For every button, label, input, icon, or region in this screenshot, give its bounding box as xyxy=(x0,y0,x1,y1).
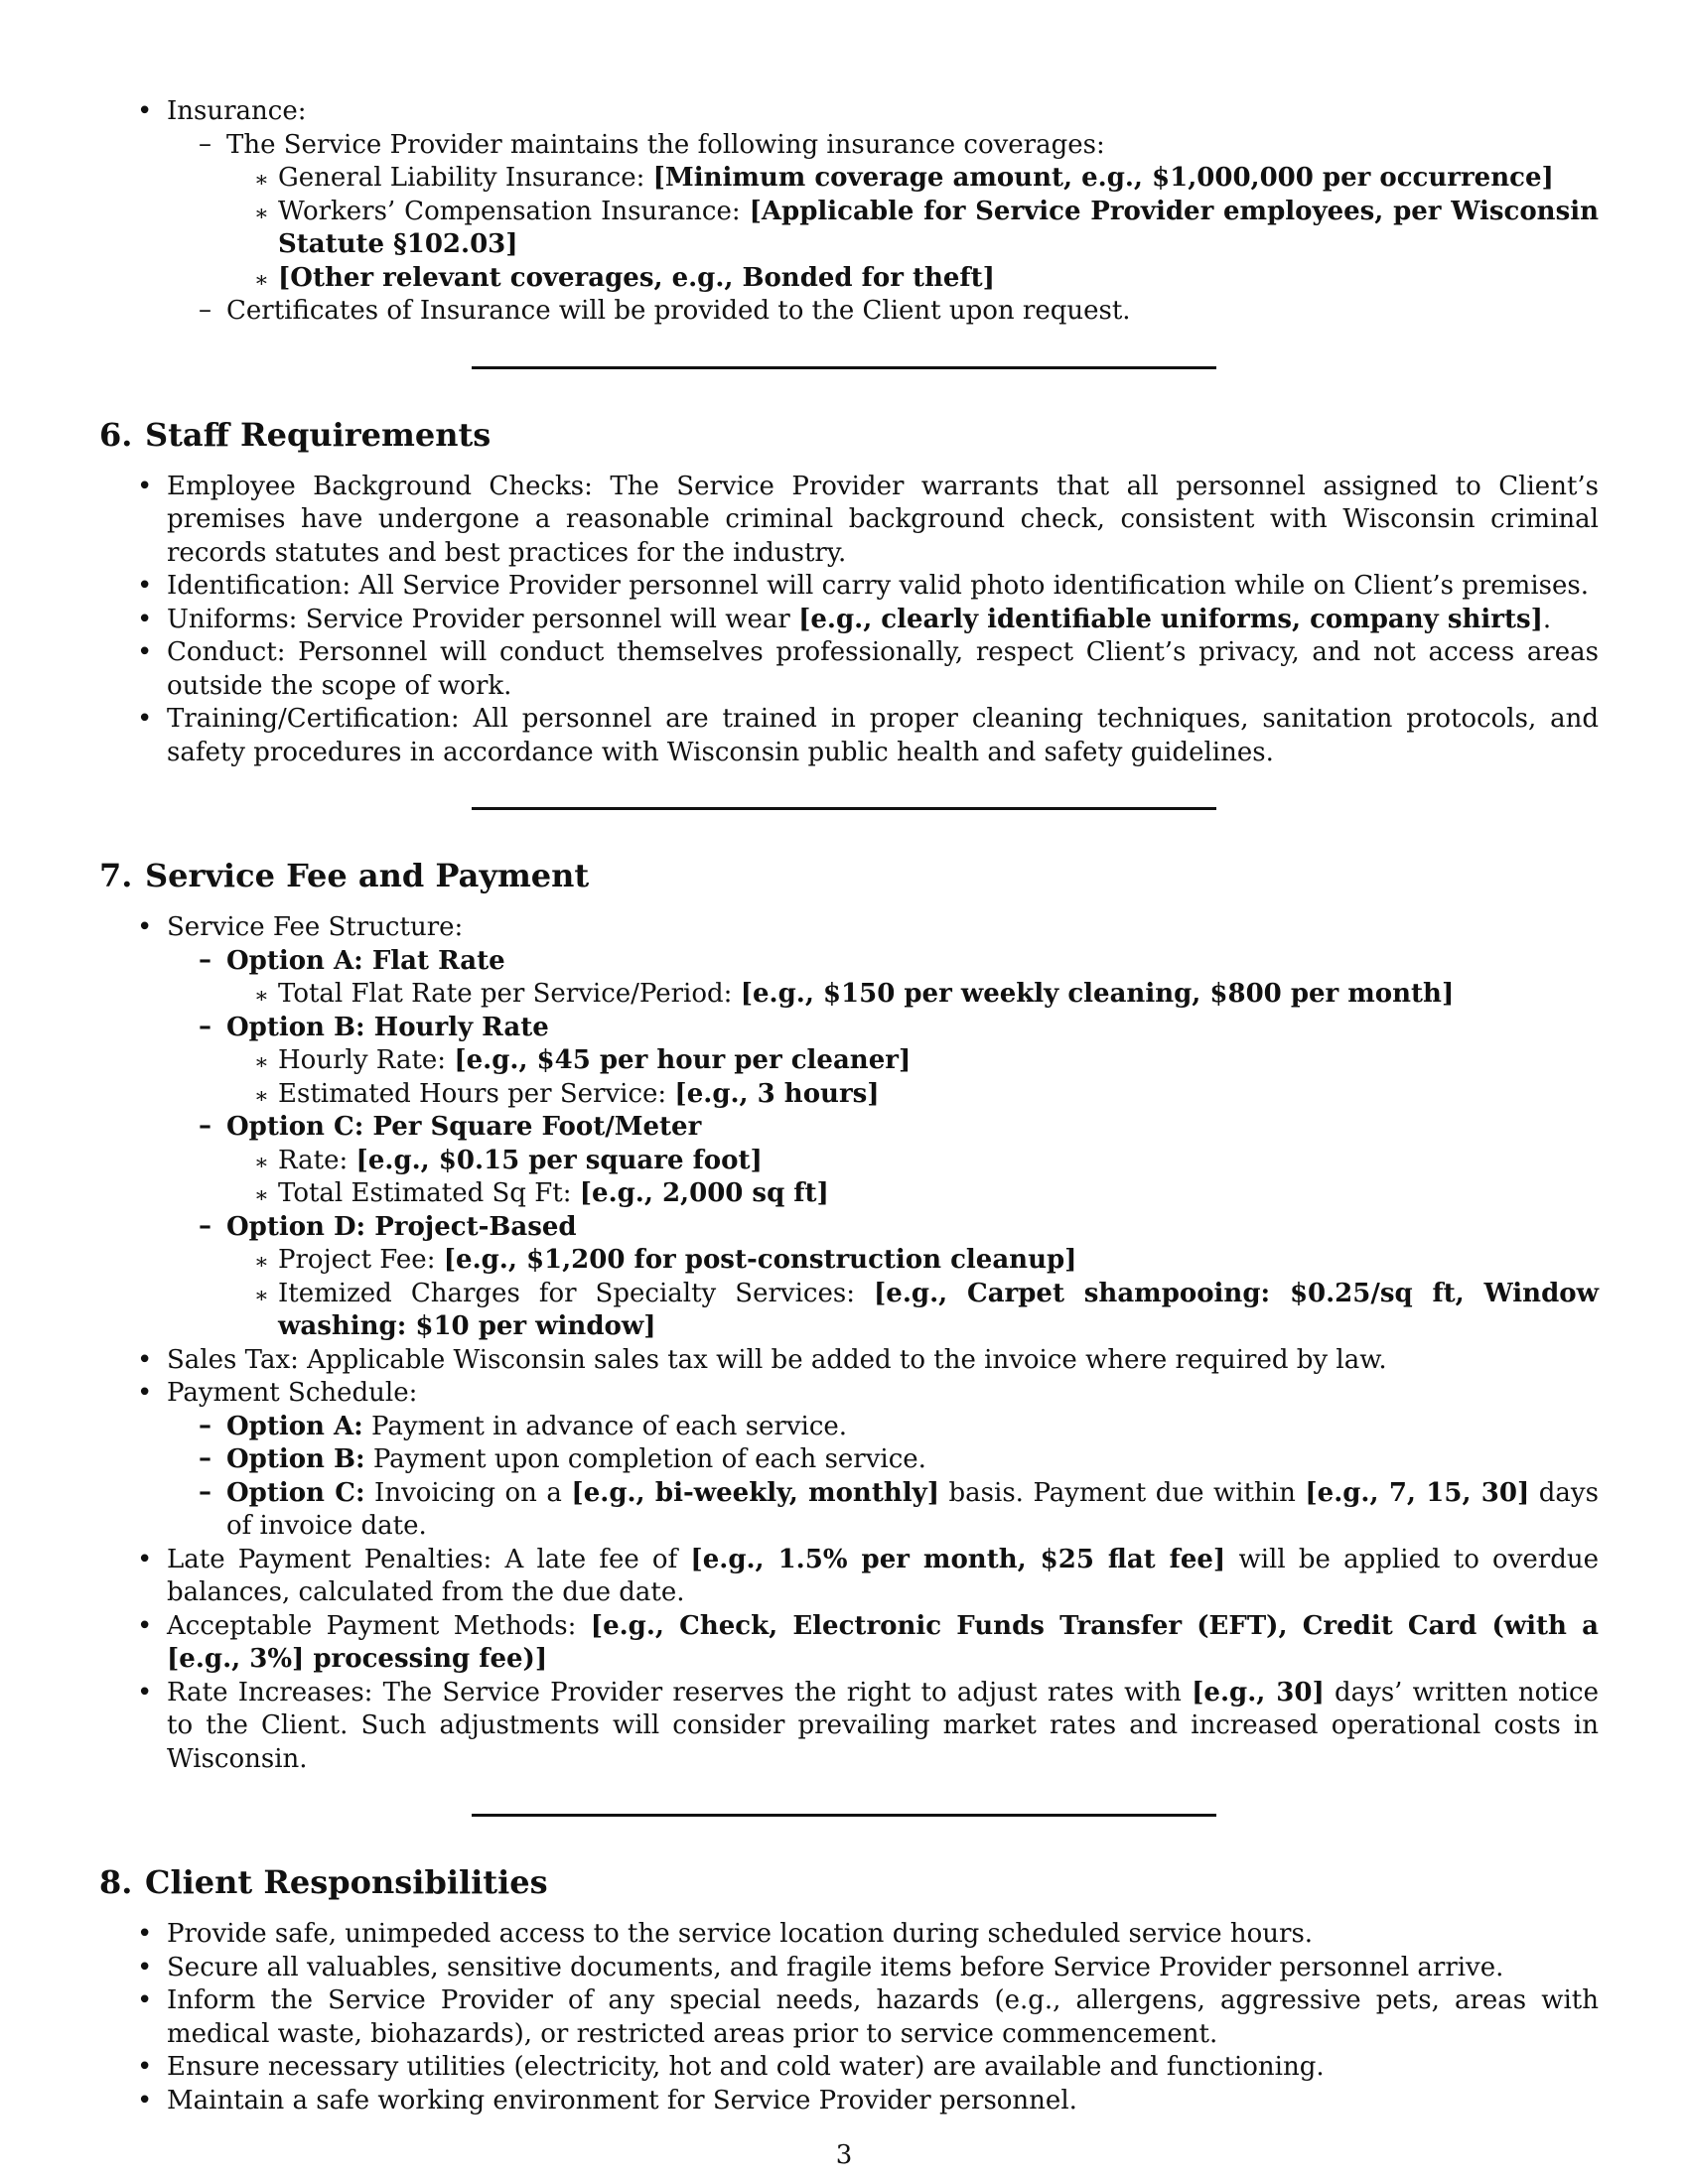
horizontal-rule xyxy=(472,807,1216,810)
option-text: basis. Payment due within xyxy=(939,1477,1306,1508)
detail-value: [e.g., 2,000 sq ft] xyxy=(579,1178,829,1208)
list-item-text: Provide safe, unimpeded access to the service location during scheduled service hours. xyxy=(167,1919,1314,1949)
bullet: • xyxy=(137,704,153,734)
list-item-text: will be applied to overdue balances, calculated from the due date. xyxy=(167,1544,1599,1607)
client-responsibilities-list xyxy=(99,1918,1599,2117)
dash: – xyxy=(199,944,211,975)
section-number: 8. xyxy=(99,1863,133,1901)
detail-label: Project Fee: xyxy=(278,1245,444,1275)
list-item xyxy=(99,1677,1599,1777)
bullet: • xyxy=(137,637,153,667)
bullet: • xyxy=(137,1985,153,2015)
payment-option xyxy=(167,1477,1599,1544)
section-title: Client Responsibilities xyxy=(145,1863,548,1901)
option-label: Option C: xyxy=(226,1477,365,1508)
section-7-heading xyxy=(99,856,1599,895)
asterisk: ∗ xyxy=(254,201,269,226)
list-item xyxy=(99,703,1599,769)
option-detail xyxy=(226,1078,1599,1112)
list-item-text: Secure all valuables, sensitive documents, and fragile items before Service Provider personnel arrive. xyxy=(167,1952,1504,1982)
payment-schedule-item xyxy=(99,1377,1599,1544)
list-item-text: days’ written notice to the Client. Such adjustments will consider prevailing market rates and increased operational costs in Wisconsin. xyxy=(167,1677,1600,1774)
dash: – xyxy=(199,295,211,325)
insurance-item xyxy=(99,95,1599,329)
placeholder-value: [e.g., clearly identifiable uniforms, company shirts] xyxy=(798,604,1543,634)
list-item xyxy=(99,2051,1599,2085)
certificates-text: Certificates of Insurance will be provided to the Client upon request. xyxy=(226,296,1131,326)
asterisk: ∗ xyxy=(254,1183,269,1208)
option-detail xyxy=(226,1177,1599,1211)
dash: – xyxy=(199,1476,211,1507)
bullet: • xyxy=(137,604,153,634)
section-title: Staff Requirements xyxy=(145,415,492,454)
service-fee-list xyxy=(99,911,1599,1776)
option-d xyxy=(167,1211,1599,1344)
option-title: Option A: Flat Rate xyxy=(226,945,505,976)
option-label: Option A: xyxy=(226,1411,363,1441)
list-item-text: Uniforms: Service Provider personnel will wear xyxy=(167,604,799,634)
payment-schedule-label: Payment Schedule: xyxy=(167,1378,418,1408)
list-item xyxy=(99,1610,1599,1677)
bullet: • xyxy=(137,471,153,501)
option-detail xyxy=(226,978,1599,1012)
coverage-value: [Applicable for Service Provider employees, per Wisconsin Statute §102.03] xyxy=(278,196,1600,259)
dash: – xyxy=(199,1210,211,1241)
list-item-text: Acceptable Payment Methods: xyxy=(167,1610,591,1641)
page-content xyxy=(99,95,1599,2117)
section-number: 6. xyxy=(99,415,133,454)
page-number: 3 xyxy=(835,2140,853,2170)
section-8-heading xyxy=(99,1862,1599,1902)
detail-label: Hourly Rate: xyxy=(278,1045,455,1075)
insurance-intro: The Service Provider maintains the following insurance coverages: xyxy=(226,129,1105,160)
list-item-text: Employee Background Checks: The Service Provider warrants that all personnel assigned to Client’s premises have undergone a reasonable criminal background check, consistent with Wisconsin criminal records statutes and best practices for the industry. xyxy=(167,471,1599,568)
option-title: Option B: Hourly Rate xyxy=(226,1012,549,1042)
list-item-text: Inform the Service Provider of any special needs, hazards (e.g., allergens, aggressive pets, areas with medical waste, biohazards), or restricted areas prior to service commencement. xyxy=(167,1985,1599,2049)
detail-value: [e.g., $1,200 for post-construction cleanup] xyxy=(443,1245,1077,1275)
coverage-label: General Liability Insurance: xyxy=(278,163,645,193)
detail-value: [e.g., $0.15 per square foot] xyxy=(355,1145,763,1175)
option-detail xyxy=(226,1145,1599,1178)
placeholder-value: [e.g., Check, Electronic Funds Transfer (EFT), Credit Card (with a [e.g., 3%] processing fee)] xyxy=(167,1610,1599,1674)
coverage-value: [Minimum coverage amount, e.g., $1,000,000 per occurrence] xyxy=(652,163,1554,193)
fee-structure-label: Service Fee Structure: xyxy=(167,912,464,942)
section-number: 7. xyxy=(99,857,133,894)
bullet: • xyxy=(137,1610,153,1641)
detail-value: [e.g., $45 per hour per cleaner] xyxy=(454,1045,912,1075)
dash: – xyxy=(199,1410,211,1440)
asterisk: ∗ xyxy=(254,1050,269,1075)
coverage-item xyxy=(226,162,1599,196)
dash: – xyxy=(199,1443,211,1473)
bullet: • xyxy=(137,1544,153,1574)
detail-label: Itemized Charges for Specialty Services: xyxy=(278,1278,874,1308)
insurance-list xyxy=(99,95,1599,329)
option-detail xyxy=(226,1044,1599,1078)
detail-value: [e.g., Carpet shampooing: $0.25/sq ft, Window washing: $10 per window] xyxy=(278,1278,1599,1341)
bullet: • xyxy=(137,2085,153,2116)
asterisk: ∗ xyxy=(254,267,269,293)
placeholder-value: [e.g., bi-weekly, monthly] xyxy=(571,1477,940,1508)
placeholder-value: [e.g., 7, 15, 30] xyxy=(1305,1477,1530,1508)
placeholder-value: [e.g., 1.5% per month, $25 flat fee] xyxy=(690,1544,1226,1574)
option-detail xyxy=(226,1244,1599,1278)
option-c xyxy=(167,1111,1599,1211)
list-item-text: Rate Increases: The Service Provider reserves the right to adjust rates with xyxy=(167,1677,1193,1707)
option-title: Option D: Project-Based xyxy=(226,1211,577,1242)
bullet: • xyxy=(137,1344,153,1375)
detail-value: [e.g., 3 hours] xyxy=(674,1078,880,1109)
list-item xyxy=(99,570,1599,604)
option-b xyxy=(167,1012,1599,1112)
list-item xyxy=(99,636,1599,703)
fee-structure-item xyxy=(99,911,1599,1344)
option-a xyxy=(167,945,1599,1012)
coverage-label: Workers’ Compensation Insurance: xyxy=(278,196,741,226)
option-text: Invoicing on a xyxy=(364,1477,572,1508)
coverage-item xyxy=(226,262,1599,296)
list-item xyxy=(99,1544,1599,1610)
asterisk: ∗ xyxy=(254,984,269,1009)
asterisk: ∗ xyxy=(254,1150,269,1175)
placeholder-value: [e.g., 30] xyxy=(1192,1677,1325,1707)
bullet: • xyxy=(137,912,153,942)
option-text: Payment upon completion of each service. xyxy=(364,1444,926,1474)
bullet: • xyxy=(137,1919,153,1949)
option-title: Option C: Per Square Foot/Meter xyxy=(226,1112,702,1142)
detail-label: Rate: xyxy=(278,1145,356,1175)
staff-requirements-list xyxy=(99,471,1599,770)
detail-label: Total Flat Rate per Service/Period: xyxy=(278,979,741,1009)
list-item xyxy=(99,2085,1599,2118)
option-text: Payment in advance of each service. xyxy=(362,1411,848,1441)
list-item xyxy=(99,1984,1599,2051)
certificates-item xyxy=(167,295,1599,329)
list-item-text: Training/Certification: All personnel are trained in proper cleaning techniques, sanitation protocols, and safety procedures in accordance with Wisconsin public health and safety guidelines. xyxy=(167,704,1599,767)
list-item-text: Conduct: Personnel will conduct themselves professionally, respect Client’s privacy, and not access areas outside the scope of work. xyxy=(167,637,1599,701)
payment-option xyxy=(167,1411,1599,1444)
dash: – xyxy=(199,1111,211,1141)
list-item xyxy=(99,1918,1599,1952)
list-item xyxy=(99,1952,1599,1985)
list-item-text: Late Payment Penalties: A late fee of xyxy=(167,1544,691,1574)
payment-option xyxy=(167,1443,1599,1477)
bullet: • xyxy=(137,2052,153,2082)
option-label: Option B: xyxy=(226,1444,365,1474)
list-item-text: . xyxy=(1542,604,1552,634)
insurance-intro-item xyxy=(167,129,1599,296)
section-6-heading xyxy=(99,415,1599,455)
horizontal-rule xyxy=(472,1814,1216,1817)
dash: – xyxy=(199,128,211,159)
detail-value: [e.g., $150 per weekly cleaning, $800 per month] xyxy=(740,979,1455,1009)
option-detail xyxy=(226,1278,1599,1344)
section-title: Service Fee and Payment xyxy=(145,857,590,894)
sales-tax-text: Sales Tax: Applicable Wisconsin sales tax will be added to the invoice where required by law. xyxy=(167,1344,1387,1375)
bullet: • xyxy=(137,96,153,126)
coverage-value: [Other relevant coverages, e.g., Bonded for theft] xyxy=(278,262,995,293)
list-item-text: Maintain a safe working environment for Service Provider personnel. xyxy=(167,2085,1077,2116)
dash: – xyxy=(199,1011,211,1041)
option-text: days of invoice date. xyxy=(226,1477,1599,1541)
list-item xyxy=(99,471,1599,571)
detail-label: Total Estimated Sq Ft: xyxy=(278,1178,580,1208)
coverage-item xyxy=(226,196,1599,262)
list-item-text: Ensure necessary utilities (electricity, hot and cold water) are available and functioning. xyxy=(167,2052,1325,2082)
bullet: • xyxy=(137,1378,153,1408)
insurance-label: Insurance: xyxy=(167,96,307,126)
detail-label: Estimated Hours per Service: xyxy=(278,1078,675,1109)
asterisk: ∗ xyxy=(254,1083,269,1109)
asterisk: ∗ xyxy=(254,1250,269,1275)
horizontal-rule xyxy=(472,366,1216,369)
bullet: • xyxy=(137,571,153,601)
list-item xyxy=(99,604,1599,637)
bullet: • xyxy=(137,1952,153,1982)
list-item xyxy=(99,1344,1599,1378)
list-item-text: Identification: All Service Provider personnel will carry valid photo identification while on Client’s premises. xyxy=(167,571,1589,601)
bullet: • xyxy=(137,1677,153,1707)
asterisk: ∗ xyxy=(254,168,269,193)
asterisk: ∗ xyxy=(254,1283,269,1308)
